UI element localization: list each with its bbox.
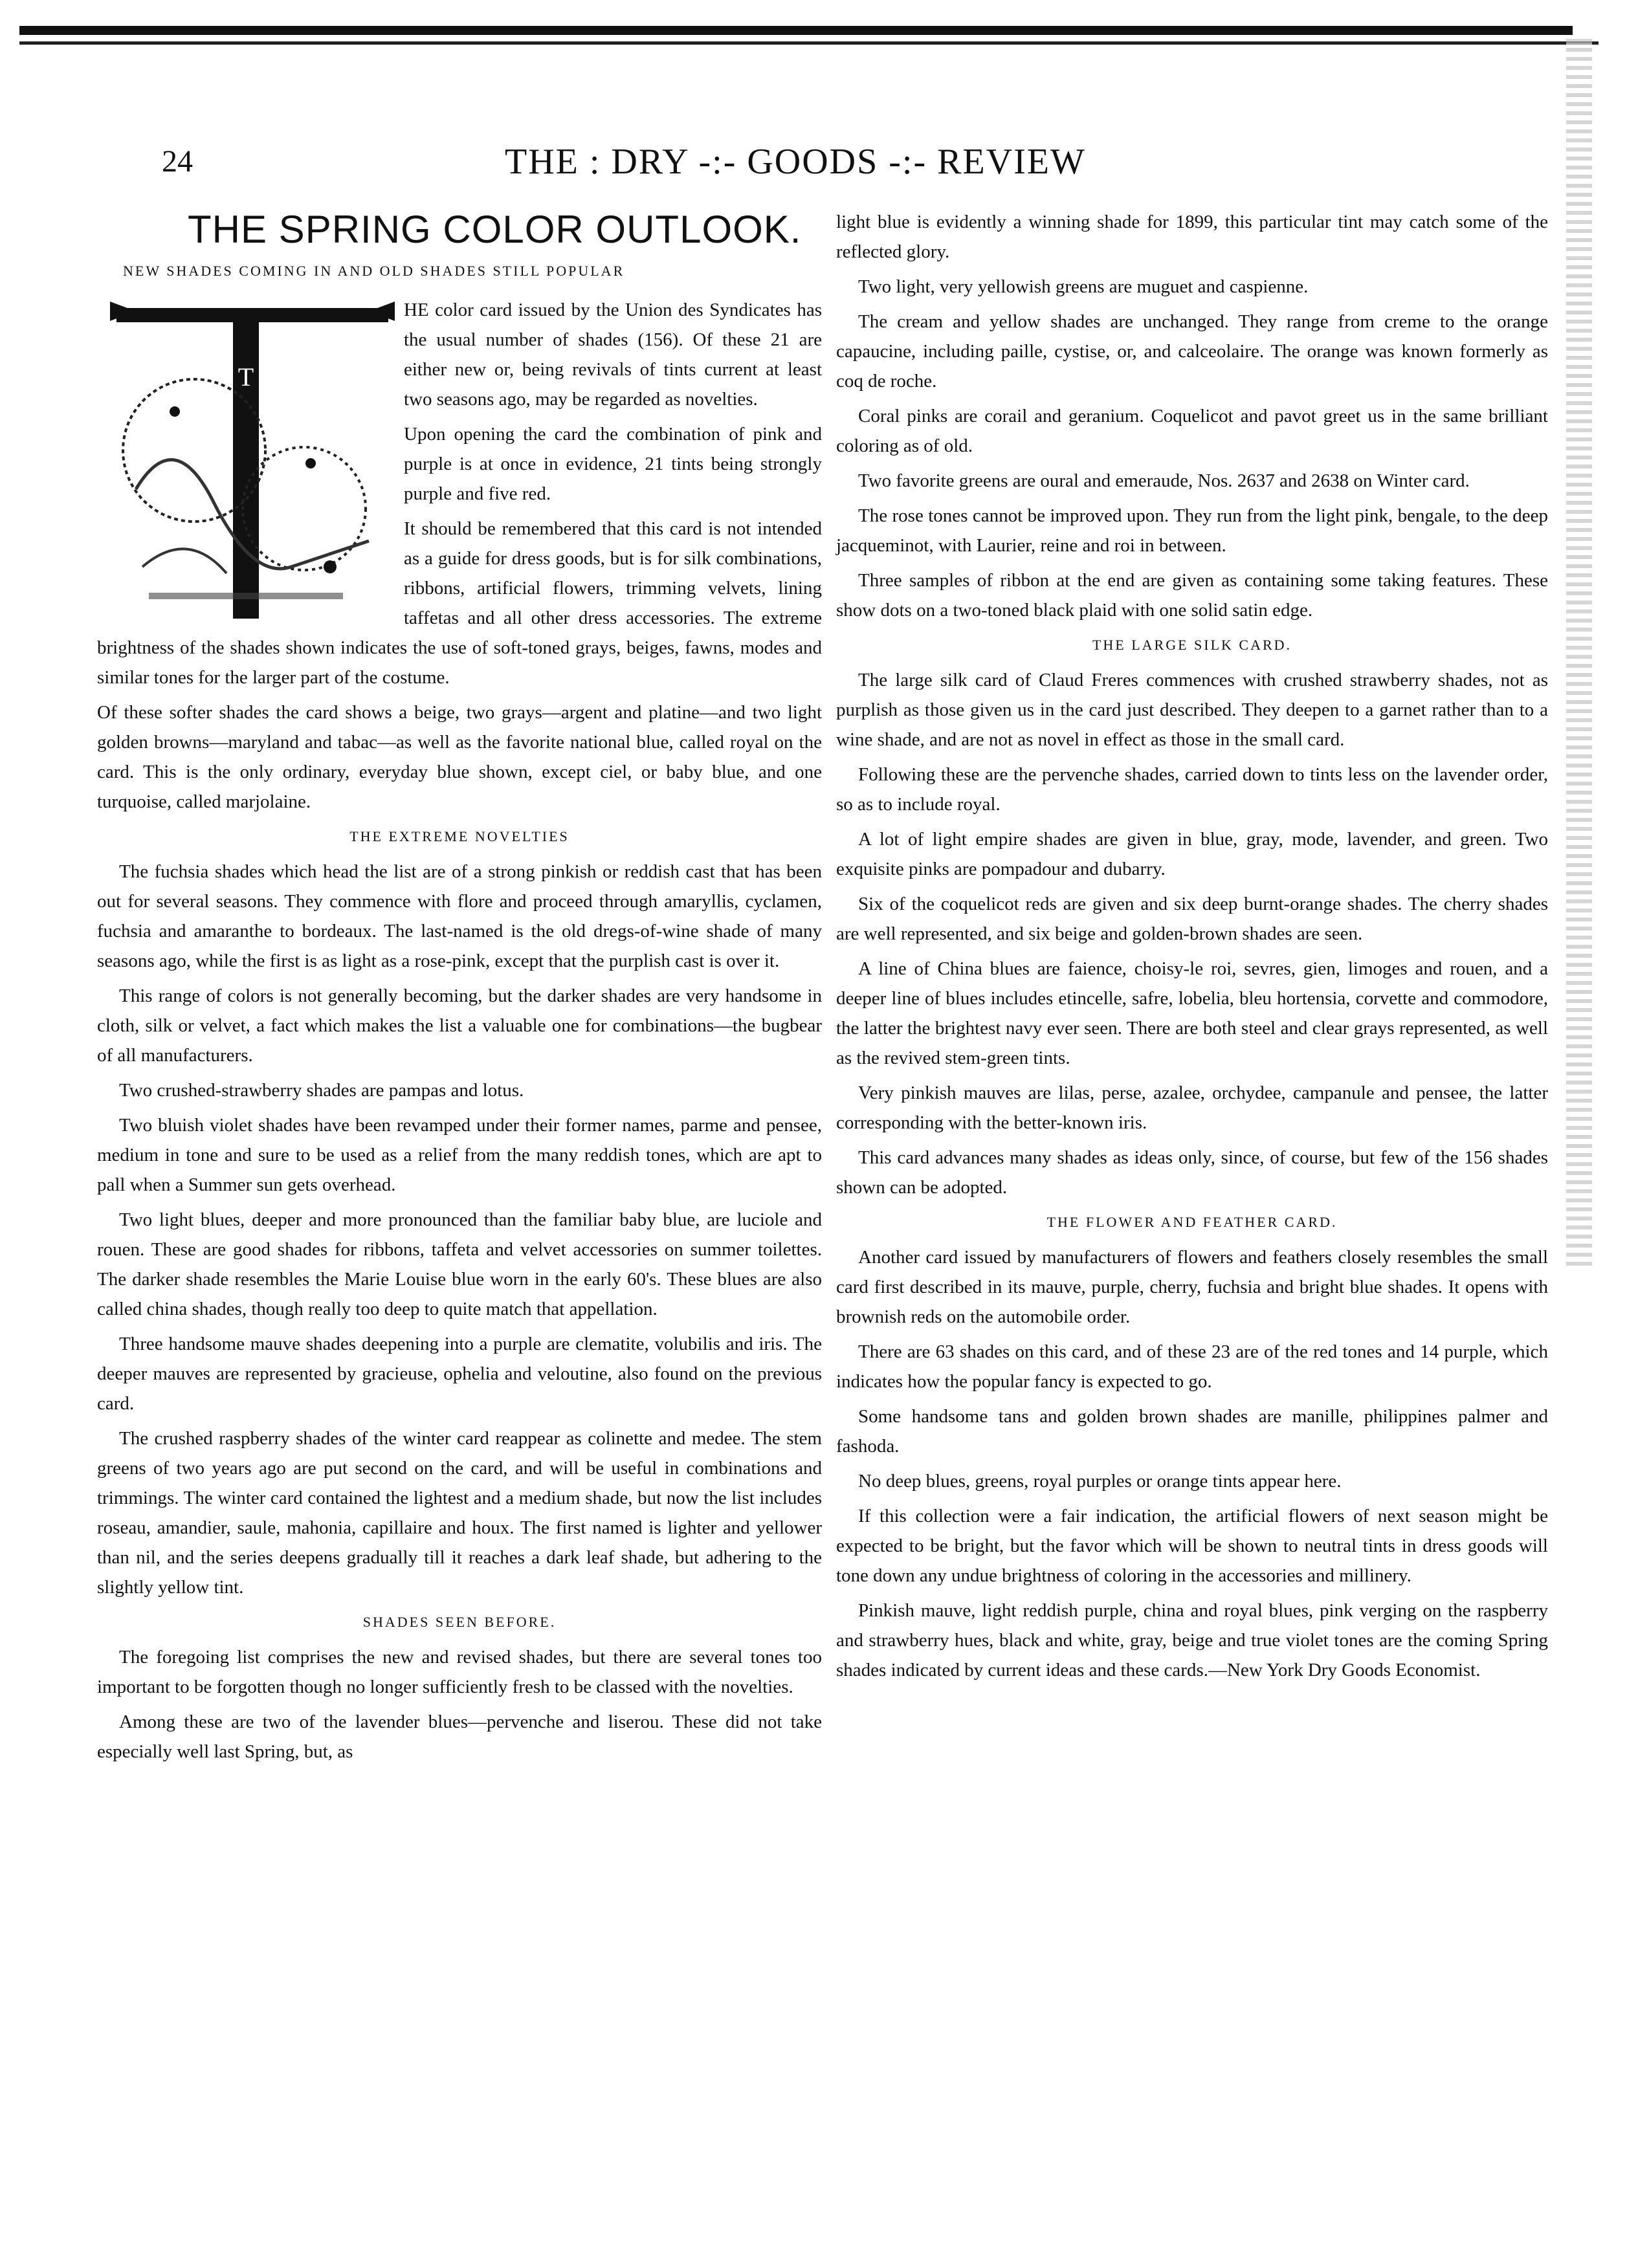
body-paragraph: Following these are the pervenche shades, carried down to tints less on the lavender order, so as to include royal. — [836, 764, 1548, 815]
column-right — [836, 207, 1548, 1690]
body-paragraph: This card advances many shades as ideas only, since, of course, but few of the 156 shades shown can be adopted. — [836, 1147, 1548, 1198]
body-paragraph: Another card issued by manufacturers of flowers and feathers closely resembles the small card first described in its mauve, purple, cherry, fuchsia and bright blue shades. It opens with brownish reds on the automobile order. — [836, 1247, 1548, 1327]
drop-cap-letter: T — [238, 362, 254, 391]
top-printer-rule — [19, 26, 1573, 35]
body-paragraph: A line of China blues are faience, choisy-le roi, sevres, gien, limoges and rouen, and a deeper line of blues includes etincelle, safre, lobelia, bleu hortensia, corvette and commodore, the latter the brightest navy ever seen. There are both steel and clear grays represented, as well as the revived stem-green tints. — [836, 958, 1548, 1068]
masthead: THE : DRY -:- GOODS -:- REVIEW — [505, 142, 1086, 182]
body-paragraph: Some handsome tans and golden brown shades are manille, philippines palmer and fashoda. — [836, 1406, 1548, 1457]
body-paragraph: Among these are two of the lavender blues—pervenche and liserou. These did not take especially well last Spring, but, as — [97, 1712, 822, 1762]
body-paragraph: Six of the coquelicot reds are given and six deep burnt-orange shades. The cherry shades are well represented, and six beige and golden-brown shades are seen. — [836, 894, 1548, 944]
column-left — [97, 207, 822, 1772]
body-paragraph: There are 63 shades on this card, and of these 23 are of the red tones and 14 purple, which indicates how the popular fancy is expected to go. — [836, 1341, 1548, 1392]
article-subtitle: NEW SHADES COMING IN AND OLD SHADES STILL POPULAR — [123, 263, 625, 279]
body-paragraph: The rose tones cannot be improved upon. They run from the light pink, bengale, to the deep jacqueminot, with Laurier, reine and roi in between. — [836, 505, 1548, 556]
body-paragraph: A lot of light empire shades are given in blue, gray, mode, lavender, and green. Two exquisite pinks are pompadour and dubarry. — [836, 829, 1548, 879]
article-title: THE SPRING COLOR OUTLOOK. — [188, 208, 802, 251]
body-paragraph: The large silk card of Claud Freres commences with crushed strawberry shades, not as purplish as those given us in the card just described. They deepen to a garnet rather than to a wine shade, and are not as novel in effect as those in the small card. — [836, 670, 1548, 750]
right-margin-scan-artifact — [1566, 39, 1592, 1268]
body-paragraph: Two light, very yellowish greens are muguet and caspienne. — [858, 276, 1309, 297]
body-paragraph: The crushed raspberry shades of the winter card reappear as colinette and medee. The stem greens of two years ago are put second on the card, and will be useful in combinations and trimmings. The winter card contained the lightest and a medium shade, but now the list includes roseau, amandier, saule, mahonia, capillaire and houx. The first named is lighter and yellower than nil, and the series deepens gradually till it reaches a dark leaf shade, but adhering to the slightly yellow tint. — [97, 1428, 822, 1598]
intro-paragraph: Upon opening the card the combination of pink and purple is at once in evidence, 21 tints being strongly purple and five red. — [404, 424, 822, 504]
body-paragraph: Two crushed-strawberry shades are pampas and lotus. — [119, 1080, 524, 1101]
intro-paragraph: It should be remembered that this card is not intended as a guide for dress goods, but is for silk combinations, ribbons, artificial flowers, trimming velvets, lining taffetas and all other dress accessories. The extreme brightness of the shades shown indicates the use of soft-toned grays, beiges, fawns, modes and similar tones for the larger part of the costume. — [97, 518, 822, 688]
body-paragraph: No deep blues, greens, royal purples or orange tints appear here. — [858, 1471, 1342, 1492]
page-number: 24 — [162, 144, 193, 179]
intro-paragraph: Of these softer shades the card shows a beige, two grays—argent and platine—and two light golden browns—maryland and tabac—as well as the favorite national blue, called royal on the card. This is the only ordinary, everyday blue shown, except ciel, or baby blue, and one turquoise, called marjolaine. — [97, 702, 822, 812]
body-paragraph: Coral pinks are corail and geranium. Coquelicot and pavot greet us in the same brilliant coloring as of old. — [836, 406, 1548, 456]
body-paragraph: Very pinkish mauves are lilas, perse, azalee, orchydee, campanule and pensee, the latter corresponding with the better-known iris. — [836, 1083, 1548, 1133]
body-paragraph: Two light blues, deeper and more pronounced than the familiar baby blue, are luciole and rouen. These are good shades for ribbons, taffeta and velvet accessories on summer toilettes. The darker shade resembles the Marie Louise blue worn in the early 60's. These blues are also called china shades, though really too deep to quite match that appellation. — [97, 1209, 822, 1319]
body-paragraph: This range of colors is not generally becoming, but the darker shades are very handsome in cloth, silk or velvet, a fact which makes the list a valuable one for combinations—the bugbear of all manufacturers. — [97, 985, 822, 1066]
section-heading: THE EXTREME NOVELTIES — [349, 828, 570, 844]
body-paragraph: Two favorite greens are oural and emeraude, Nos. 2637 and 2638 on Winter card. — [858, 470, 1470, 491]
body-paragraph: The cream and yellow shades are unchanged. They range from creme to the orange capaucine, including paille, cystise, or, and calceolaire. The orange was known formerly as coq de roche. — [836, 311, 1548, 391]
drop-cap-illustration — [97, 295, 395, 632]
drop-cap-t-engraving — [97, 295, 395, 632]
section-heading: THE LARGE SILK CARD. — [1092, 637, 1292, 653]
body-paragraph: light blue is evidently a winning shade for 1899, this particular tint may catch some of the reflected glory. — [836, 212, 1548, 262]
body-paragraph: The fuchsia shades which head the list are of a strong pinkish or reddish cast that has been out for several seasons. They commence with flore and proceed through amaryllis, cyclamen, fuchsia and amaranthe to bordeaux. The last-named is the old dregs-of-wine shade of many seasons ago, while the first is as light as a rose-pink, except that the purplish cast is over it. — [97, 861, 822, 971]
body-paragraph: Pinkish mauve, light reddish purple, china and royal blues, pink verging on the raspberry and strawberry hues, black and white, gray, beige and true violet tones are the coming Spring shades indicated by current ideas and these cards.—New York Dry Goods Economist. — [836, 1600, 1548, 1680]
body-paragraph: If this collection were a fair indication, the artificial flowers of next season might be expected to be bright, but the favor which will be shown to neutral tints in dress goods will tone down any undue brightness of coloring in the accessories and millinery. — [836, 1506, 1548, 1586]
intro-section — [97, 295, 822, 817]
body-paragraph: Two bluish violet shades have been revamped under their former names, parme and pensee, medium in tone and sure to be used as a relief from the many reddish tones, which are apt to pall when a Summer sun gets overhead. — [97, 1115, 822, 1195]
body-paragraph: Three samples of ribbon at the end are given as containing some taking features. These show dots on a two-toned black plaid with one solid satin edge. — [836, 570, 1548, 621]
body-paragraph: The foregoing list comprises the new and revised shades, but there are several tones too important to be forgotten though no longer sufficiently fresh to be classed with the novelties. — [97, 1647, 822, 1697]
intro-paragraph: HE color card issued by the Union des Syndicates has the usual number of shades (156). Of these 21 are either new or, being revivals of tints current at least two seasons ago, may be regarded as novelties. — [404, 300, 822, 410]
section-heading: THE FLOWER AND FEATHER CARD. — [1046, 1214, 1338, 1230]
top-thin-rule — [19, 41, 1599, 45]
body-paragraph: Three handsome mauve shades deepening into a purple are clematite, volubilis and iris. The deeper mauves are represented by gracieuse, ophelia and veloutine, also found on the previous card. — [97, 1334, 822, 1414]
section-heading: SHADES SEEN BEFORE. — [362, 1614, 557, 1630]
